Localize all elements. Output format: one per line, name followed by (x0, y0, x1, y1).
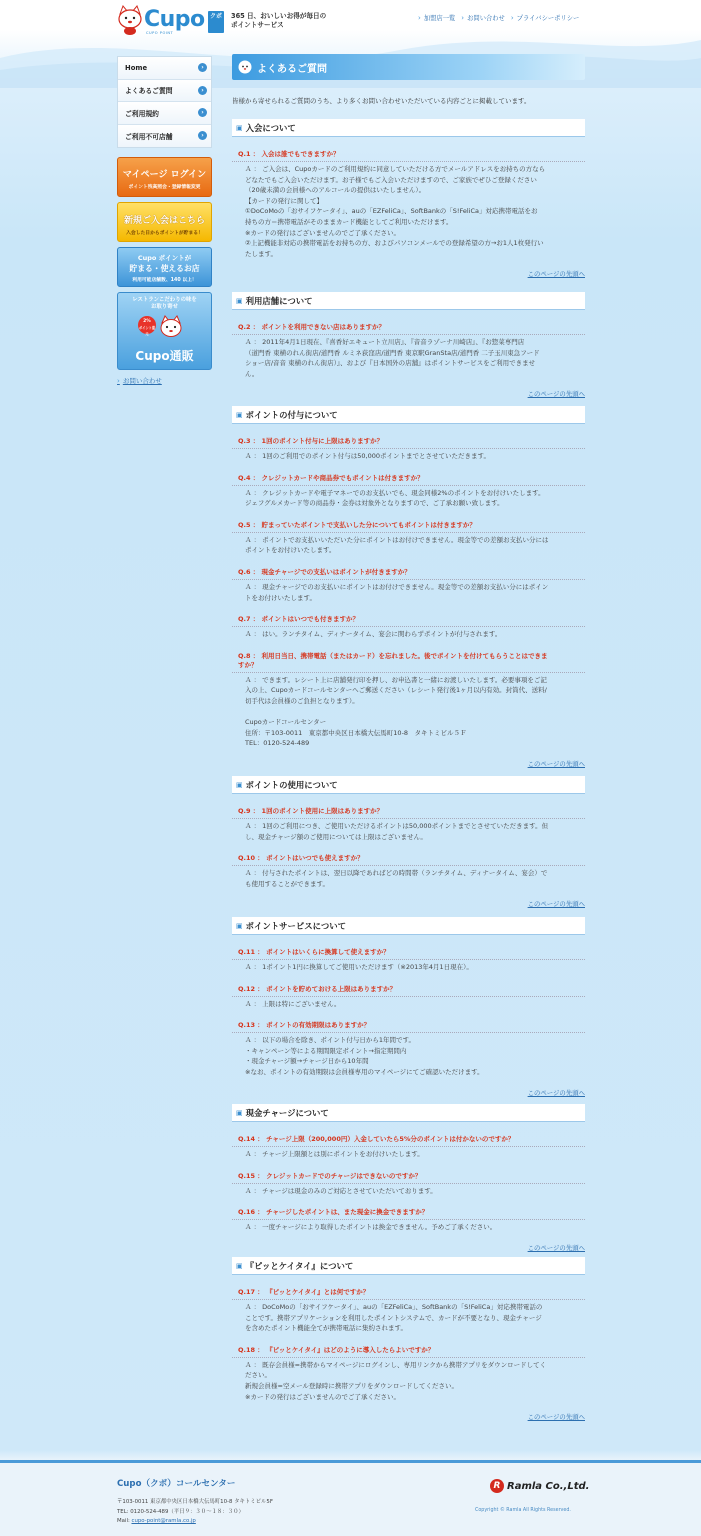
section-heading: ▣ 入会について (232, 119, 585, 137)
section-heading: ▣ 利用店舗について (232, 292, 585, 310)
faq-answer: Ａ ： クレジットカードや電子マネーでのお支払いでも、現金同様2%のポイントをお付けいたします。 ジェフグルメカード等の商品券・金券は対象外となりますので、ご了承お願い致します。 (245, 488, 545, 508)
arrow-right-icon: › (198, 86, 207, 95)
back-to-top-link[interactable]: このページの先頭へ (527, 1243, 585, 1252)
footer-mail: Mail: cupo-point@ramla.co.jp (117, 1518, 196, 1524)
logo-badge: クポ (208, 11, 224, 33)
footer-title: Cupo（クポ）コールセンター (117, 1479, 236, 1489)
page-title-banner (232, 54, 585, 80)
sidebar (117, 56, 212, 385)
faq-section (232, 400, 585, 768)
faq-item (232, 947, 585, 973)
arrow-right-icon: › (198, 131, 207, 140)
back-to-top-link[interactable]: このページの先頭へ (527, 390, 585, 399)
back-to-top-link[interactable]: このページの先頭へ (527, 759, 585, 768)
faq-section (232, 1251, 585, 1421)
footer-tel: TEL: 0120-524-489（平日９：３０〜１８：３０） (117, 1509, 244, 1515)
site-footer (0, 1460, 701, 1536)
faq-question: Q.16 ： チャージしたポイントは、また現金に換金できますか？ (232, 1207, 585, 1220)
faq-answer: Ａ ： 1回のご利用でのポイント付与は50,000ポイントまでとさせていただきます。 (245, 452, 490, 460)
faq-question: Q.13 ： ポイントの有効期限はありますか？ (232, 1020, 585, 1033)
point-badge: 2% ポイント還元 (138, 316, 156, 334)
faq-question: Q.5 ： 貯まっていたポイントで支払いした分についてもポイントは付きますか？ (232, 520, 585, 533)
faq-item (232, 520, 585, 556)
top-nav (418, 13, 579, 22)
cat-mascot-icon (158, 315, 184, 341)
faq-question: Q.12 ： ポイントを貯めておける上限はありますか？ (232, 984, 585, 997)
faq-question: Q.18 ： 『ピッとケイタイ』はどのように導入したらよいですか？ (232, 1345, 585, 1358)
faq-question: Q.11 ： ポイントはいくらに換算して使えますか？ (232, 947, 585, 960)
ramla-icon: R (490, 1479, 504, 1493)
faq-answer: Ａ ： ご入会は、Cupoカードのご利用規約に同意していただける方でメールアドレスをお持ちの方なら どなたでもご入会いただけます。お子様でもご入会いただけますので、ご家族でぜひご登録ください （20歳未満の会員様へのアルコールの提供はいたしません）。 【カードの発行に関して】 ①DoCoMoの「おサイフケータイ」、auの「EZFeliCa」、SoftBankの「S!FeliCa」対応携帯電話をお 持ちの方＝携帯電話がそのままカード機能としてご利用いただけます。 ※カードの発行はございませんのでご了承ください。 ②上記機能非対応の携帯電話をお持ちの方、およびパソコンメールでの登録希望の方→お1人1枚発行い たします。 (245, 165, 546, 258)
faq-item (232, 1134, 585, 1160)
new-member-banner[interactable]: 新規ご入会はこちら 入会した日からポイントが貯まる！ (117, 202, 212, 242)
square-bullet-icon: ▣ (236, 296, 243, 305)
faq-answer: Ａ ： 1ポイント1円に換算してご使用いただけます（※2013年4月1日現在）。 (245, 963, 473, 971)
faq-item (232, 651, 585, 749)
faq-item (232, 1020, 585, 1077)
faq-answer: Ａ ： 付与されたポイントは、翌日以降であればどの時間帯（ランチタイム、ディナータイム、宴会）で も使用することができます。 (245, 869, 548, 888)
faq-item (232, 806, 585, 842)
faq-answer: Ａ ： チャージ上限額とは別にポイントをお付けいたします。 (245, 1150, 424, 1158)
faq-answer: Ａ ： チャージは現金のみのご対応とさせていただいております。 (245, 1186, 437, 1195)
chevron-right-icon: › (117, 376, 120, 385)
faq-item (232, 322, 585, 379)
footer-mail-link[interactable]: cupo-point@ramla.co.jp (131, 1518, 196, 1524)
faq-item (232, 1287, 585, 1334)
square-bullet-icon: ▣ (236, 1108, 243, 1117)
footer-address: 〒103-0011 東京都中央区日本橋大伝馬町10-8 タキトミビル5F (117, 1499, 273, 1505)
back-to-top-link[interactable]: このページの先頭へ (527, 1088, 585, 1097)
faq-answer: Ａ ： できます。レシート上に店舗発行印を押し、お申込書と一緒にお渡しいたします。必要事項をご記 入の上、Cupoカードコールセンターへご郵送ください（レシート発行後1ヶ月以内有効。封筒代、送料/ 切手代は会員様のご負担となります）。 Cupoカードコールセンター 住所：〒103-0011 東京都中央区日本橋大伝馬町10-8 タキトミビル５Ｆ TEL：0120-524-489 (245, 675, 547, 748)
faq-question: Q.6 ： 現金チャージでの支払いはポイントが付きますか？ (232, 567, 585, 580)
faq-section (232, 286, 585, 398)
logo-text: Cupo (144, 7, 205, 32)
cat-mascot-icon (238, 60, 252, 74)
site-header (0, 0, 701, 44)
faq-question: Q.2 ： ポイントを利用できない店はありますか？ (232, 322, 585, 335)
faq-answer: Ａ ： 1回のご利用につき、ご使用いただけるポイントは50,000ポイントまでとさせていただきます。但 し、現金チャージ額のご使用については上限はございません。 (245, 822, 549, 841)
chevron-right-icon: › (418, 13, 421, 22)
faq-section (232, 113, 585, 278)
square-bullet-icon: ▣ (236, 921, 243, 930)
arrow-right-icon: › (198, 63, 207, 72)
nav-privacy-policy[interactable]: › プライバシーポリシー (510, 13, 580, 22)
cupo-tsuhan-banner[interactable]: レストランこだわりの味を お取り寄せ 2% ポイント還元 Cupo通販 (117, 292, 212, 370)
square-bullet-icon: ▣ (236, 780, 243, 789)
sidebar-item-unavailable-stores[interactable]: ご利用不可店舗 › (118, 125, 211, 148)
square-bullet-icon: ▣ (236, 1261, 243, 1270)
faq-item (232, 1207, 585, 1233)
copyright: Copyright © Ramla All Rights Reserved. (475, 1508, 571, 1513)
faq-question: Q.7 ： ポイントはいつでも付きますか？ (232, 614, 585, 627)
back-to-top-link[interactable]: このページの先頭へ (527, 900, 585, 909)
faq-answer: Ａ ： 現金チャージでのお支払いにポイントはお付けできません。現金等での差額お支払い分にはポイン トをお付けいたします。 (245, 582, 549, 602)
member-shops-banner[interactable]: Cupo ポイントが 貯まる・使えるお店 利用可能店舗数、140 以上！ (117, 247, 212, 287)
section-heading: ▣ ポイントサービスについて (232, 917, 585, 935)
nav-contact[interactable]: › お問い合わせ (461, 13, 505, 22)
faq-question: Q.10 ： ポイントはいつでも使えますか？ (232, 853, 585, 866)
sidebar-item-home[interactable]: Home › (118, 57, 211, 80)
faq-item (232, 1171, 585, 1197)
intro-text: 皆様から寄せられるご質問のうち、より多くお問い合わせいただいている内容ごとに掲載しています。 (232, 97, 531, 105)
faq-question: Q.15 ： クレジットカードでのチャージはできないのですか？ (232, 1171, 585, 1184)
back-to-top-link[interactable]: このページの先頭へ (527, 270, 585, 279)
page-title: よくあるご質問 (257, 63, 327, 75)
chevron-right-icon: › (510, 13, 514, 22)
square-bullet-icon: ▣ (236, 123, 243, 132)
cat-mascot-icon (116, 5, 144, 35)
mypage-login-banner[interactable]: マイページ ログイン ポイント残高照会・登録情報変更 (117, 157, 212, 197)
nav-shop-list[interactable]: › 加盟店一覧 (418, 13, 456, 22)
arrow-right-icon: › (198, 108, 207, 117)
ramla-logo[interactable]: R Ramla Co.,Ltd. (490, 1479, 589, 1493)
section-heading: ▣ 現金チャージについて (232, 1104, 585, 1122)
tagline: 365 日、おいしいお得が毎日の ポイントサービス (231, 12, 327, 29)
faq-answer: Ａ ： 以下の場合を除き、ポイント付与日から1年間です。 ・キャンペーン等による期間限定ポイント→指定期間内 ・現金チャージ額→チャージ日から10年間 ※なお、ポイントの有効期限は会員様専用のマイページにてご確認いただけます。 (245, 1036, 484, 1076)
faq-item (232, 436, 585, 462)
faq-item (232, 567, 585, 603)
section-heading: ▣ 『ピッとケイタイ』について (232, 1257, 585, 1275)
faq-question: Q.1 ： 入会は誰でもできますか？ (232, 149, 585, 162)
cupo-logo[interactable] (116, 5, 228, 37)
faq-section (232, 1098, 585, 1252)
faq-answer: Ａ ： 既存会員様=携帯からマイページにログインし、専用リンクから携帯アプリをダウンロードしてく ださい。 新規会員様=空メール登録時に携帯アプリをダウンロードしてください。 ※カードの発行はございませんのでご了承ください。 (245, 1360, 547, 1401)
faq-item (232, 1345, 585, 1402)
faq-answer: Ａ ： 上限は特にございません。 (245, 999, 341, 1008)
faq-question: Q.9 ： 1回のポイント使用に上限はありますか？ (232, 806, 585, 819)
main-content (232, 54, 585, 105)
faq-answer: Ａ ： はい。ランチタイム、ディナータイム、宴会に関わらずポイントが付与されます。 (245, 630, 502, 639)
faq-answer: Ａ ： DoCoMoの「おサイフケータイ」、auの「EZFeliCa」、SoftBankの「S!FeliCa」対応携帯電話の ことです。携帯アプリケーションを利用したポイントシステムで、カードが不要となり、現金チャージ を含めたポイント機能全てが携帯電話に集約されます。 (245, 1303, 543, 1333)
faq-item (232, 984, 585, 1010)
logo-subtext: CUPO POINT (146, 31, 174, 35)
faq-question: Q.8 ： 利用日当日、携帯電話（またはカード）を忘れました。後でポイントを付けてもらうことはできま すか？ (232, 651, 585, 673)
sidebar-menu (117, 56, 212, 148)
faq-item (232, 853, 585, 889)
faq-question: Q.14 ： チャージ上限（200,000円）入金していたら5%分のポイントは付かないのですか？ (232, 1134, 585, 1147)
faq-item (232, 614, 585, 640)
section-heading: ▣ ポイントの使用について (232, 776, 585, 794)
faq-question: Q.3 ： 1回のポイント付与に上限はありますか？ (232, 436, 585, 449)
sidebar-item-terms[interactable]: ご利用規約 › (118, 102, 211, 125)
faq-answer: Ａ ： 一度チャージにより取得したポイントは換金できません。予めご了承ください。 (245, 1223, 497, 1232)
back-to-top-link[interactable]: このページの先頭へ (527, 1413, 585, 1422)
section-heading: ▣ ポイントの付与について (232, 406, 585, 424)
square-bullet-icon: ▣ (236, 410, 243, 419)
faq-item (232, 473, 585, 509)
faq-answer: Ａ ： 2011年4月1日現在、『喜香好エキュート立川店』、『音音ラゾーナ川崎店』、『お惣菜専門店 （道門香 東横のれん街店/道門香 ルミネ荻窪店/道門香 東京駅GranSta店/道門香 二子玉川東急フード ショー店/音音 東横のれん街店）』、および『日本国外の店舗』はポイントサービスをご利用できませ ん。 (245, 338, 540, 378)
faq-answer: Ａ ： ポイントでお支払いいただいた分にポイントはお付けできません。現金等での差額お支払い分には ポイントをお付けいたします。 (245, 535, 549, 555)
faq-question: Q.4 ： クレジットカードや商品券でもポイントは付きますか？ (232, 473, 585, 486)
faq-section (232, 770, 585, 908)
sidebar-item-faq[interactable]: よくあるご質問 › (118, 80, 211, 103)
faq-item (232, 149, 585, 259)
faq-section (232, 911, 585, 1097)
faq-question: Q.17 ： 『ピッとケイタイ』とは何ですか？ (232, 1287, 585, 1300)
sidebar-contact-link[interactable]: › お問い合わせ (117, 376, 162, 385)
chevron-right-icon: › (461, 13, 465, 22)
